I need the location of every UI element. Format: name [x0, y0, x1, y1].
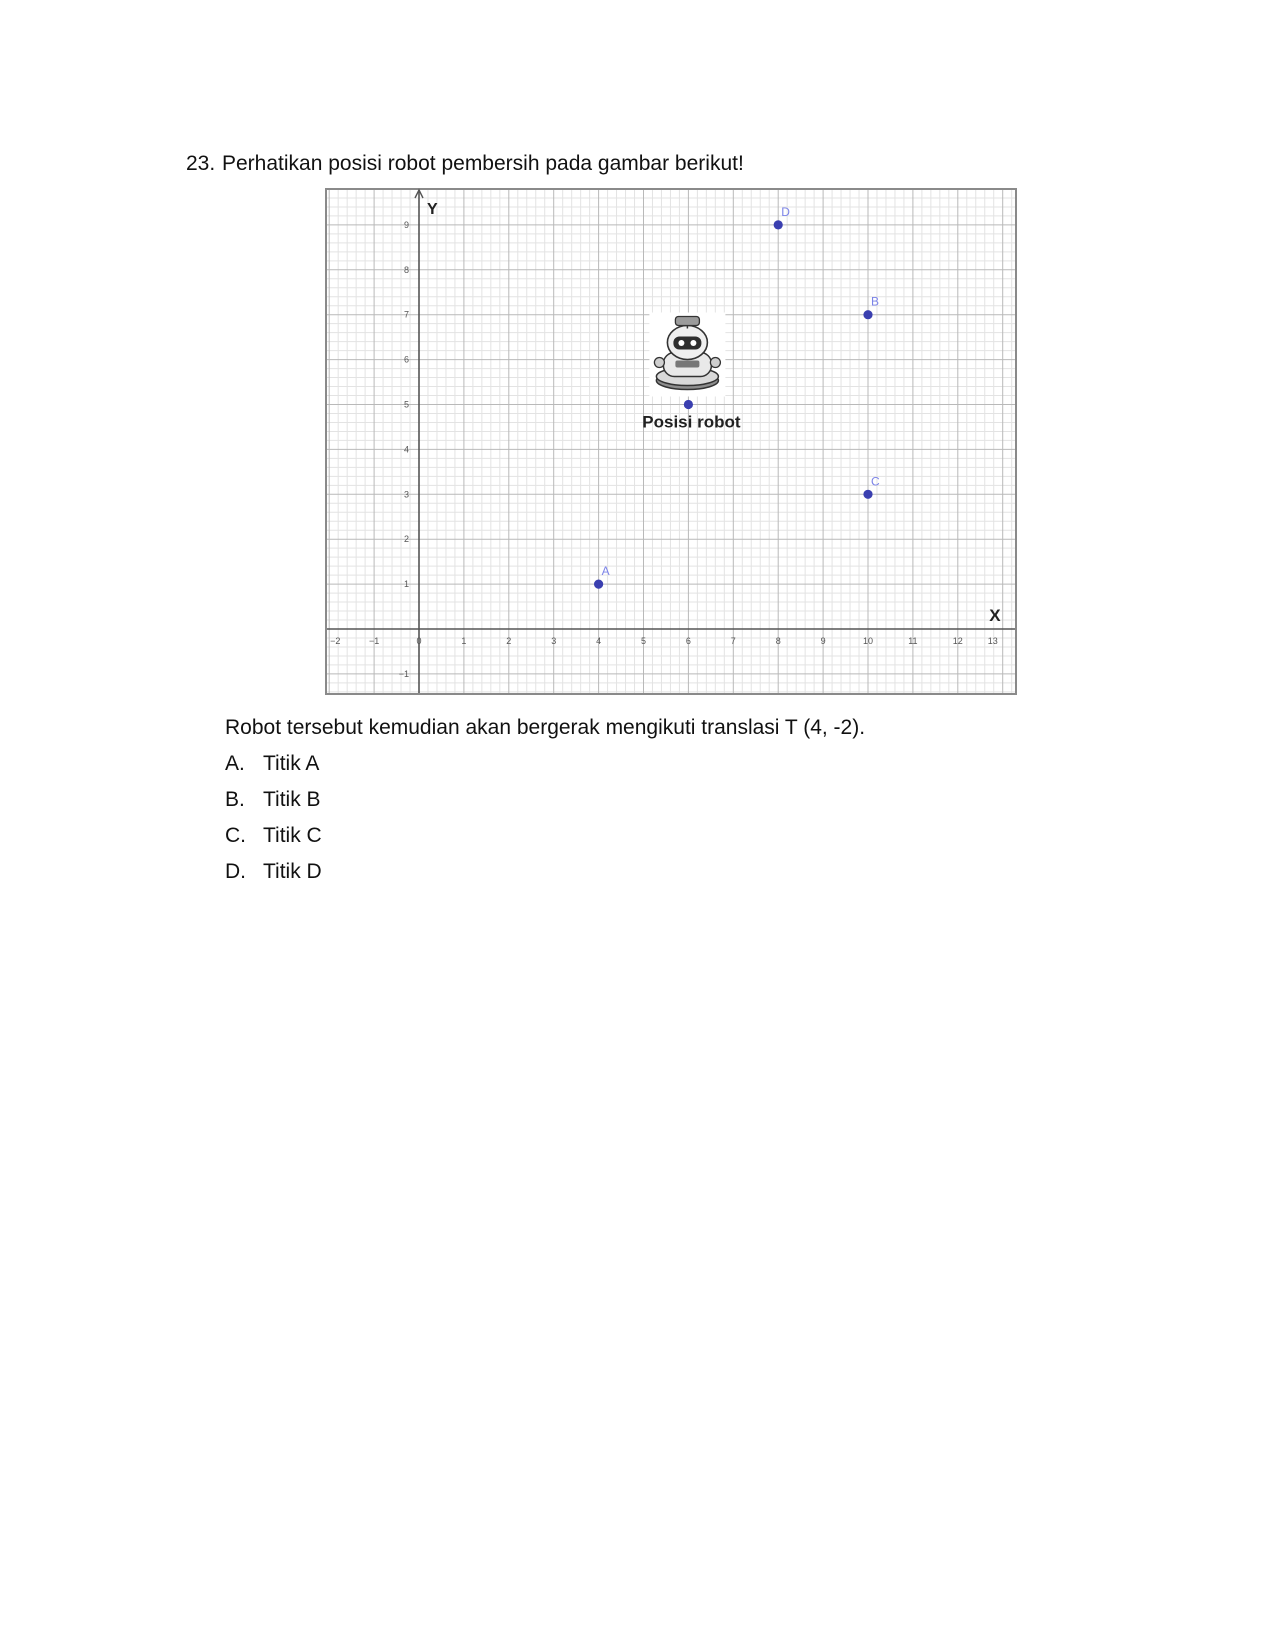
- y-tick-label: 5: [403, 399, 409, 410]
- x-tick-label: 11: [908, 636, 918, 646]
- x-tick-label: 3: [551, 636, 557, 646]
- option-b[interactable]: [225, 786, 322, 822]
- x-tick-label: 2: [506, 636, 512, 646]
- x-tick-label: 0: [416, 636, 422, 646]
- point-c: [863, 490, 872, 499]
- x-tick-label: −1: [368, 636, 380, 646]
- y-axis-label: Y: [427, 201, 438, 218]
- y-tick-label: 7: [403, 309, 409, 320]
- x-tick-label: 6: [685, 636, 691, 646]
- point-label-b: B: [871, 294, 880, 309]
- x-tick-label: 9: [820, 636, 826, 646]
- coordinate-plane: [325, 188, 1017, 695]
- y-tick-label: 6: [403, 354, 409, 365]
- option-a[interactable]: [225, 750, 322, 786]
- option-letter: D.: [225, 860, 246, 883]
- y-tick-label: 1: [403, 579, 409, 590]
- option-letter: A.: [225, 752, 245, 775]
- y-tick-label: −1: [398, 668, 409, 679]
- option-text: Titik B: [263, 788, 321, 811]
- robot-icon: [649, 313, 725, 397]
- x-tick-label: 4: [596, 636, 602, 646]
- x-tick-label: 10: [862, 636, 874, 646]
- question-number: 23.: [186, 152, 216, 175]
- point-label-d: D: [781, 204, 790, 219]
- question-statement: Robot tersebut kemudian akan bergerak mengikuti translasi T (4, -2).: [225, 716, 866, 739]
- point-label-a: A: [601, 564, 610, 579]
- option-text: Titik D: [263, 860, 322, 883]
- y-tick-label: 3: [403, 489, 409, 500]
- x-tick-label: 1: [461, 636, 467, 646]
- x-tick-label: 13: [987, 636, 998, 646]
- y-tick-label: 2: [403, 534, 409, 545]
- x-tick-label: 12: [952, 636, 963, 646]
- x-axis-label: X: [989, 606, 1001, 625]
- option-d[interactable]: [225, 858, 322, 894]
- option-letter: C.: [225, 824, 246, 847]
- y-tick-label: 4: [403, 444, 409, 455]
- question-prompt-text: Perhatikan posisi robot pembersih pada gambar berikut!: [222, 152, 744, 175]
- point-b: [863, 310, 872, 319]
- x-tick-label: 5: [640, 636, 647, 646]
- robot-position-point: [684, 400, 693, 409]
- answer-options: [225, 750, 322, 894]
- option-text: Titik A: [263, 752, 320, 775]
- option-letter: B.: [225, 788, 245, 811]
- point-d: [774, 220, 783, 229]
- point-label-c: C: [871, 474, 880, 489]
- x-tick-label: 8: [775, 636, 781, 646]
- robot-position-label: Posisi robot: [642, 412, 741, 432]
- point-a: [594, 580, 603, 589]
- y-tick-label: 9: [403, 219, 409, 230]
- option-c[interactable]: [225, 822, 322, 858]
- coordinate-figure: [325, 188, 1017, 695]
- x-tick-label: −2: [330, 636, 341, 646]
- x-tick-label: 7: [730, 636, 736, 646]
- y-tick-label: 8: [403, 264, 409, 275]
- option-text: Titik C: [263, 824, 322, 847]
- question-prompt: [186, 150, 744, 178]
